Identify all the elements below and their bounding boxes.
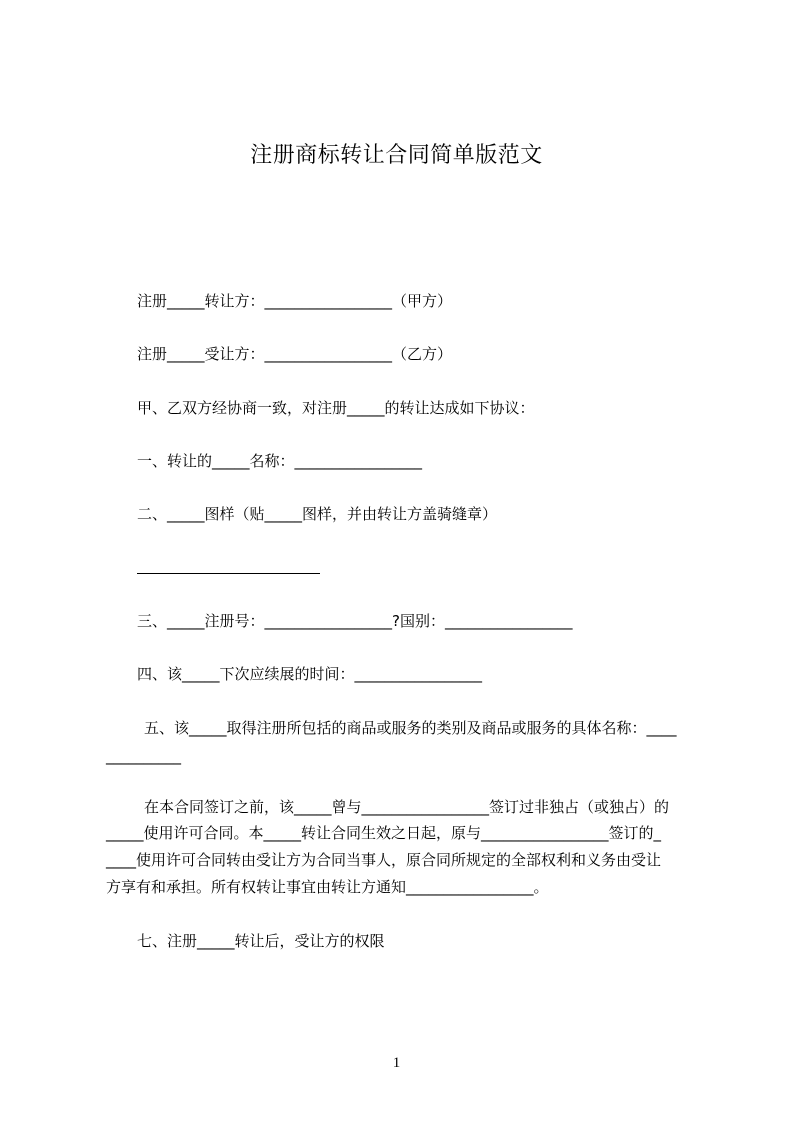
transferor-line: 注册_____转让方：_________________（甲方） (137, 292, 453, 310)
clause-7-rights: 七、注册_____转让后，受让方的权限 (137, 932, 385, 950)
clause-6-line-4: 方享有和承担。所有权转让事宜由转让方通知_________________。 (106, 878, 549, 896)
clause-5-goods-continued: __________ (106, 747, 181, 765)
clause-3-registration: 三、_____注册号：_________________?国别：_________________ (137, 612, 573, 630)
transferee-line: 注册_____受让方：_________________（乙方） (137, 345, 453, 363)
clause-6-line-2: _____使用许可合同。本_____转让合同生效之日起，原与_________________签订的_ (106, 824, 662, 842)
agreement-intro: 甲、乙双方经协商一致，对注册_____的转让达成如下协议： (137, 399, 535, 417)
clause-6-line-1: 在本合同签订之前，该_____曾与_________________签订过非独占（或独占）的 (144, 798, 670, 816)
clause-2-pattern: 二、_____图样（贴_____图样，并由转让方盖骑缝章） (137, 505, 498, 523)
clause-5-goods: 五、该_____取得注册所包括的商品或服务的类别及商品或服务的具体名称：____ (144, 719, 677, 737)
clause-4-renewal: 四、该_____下次应续展的时间：_________________ (137, 665, 483, 683)
page-number: 1 (392, 1055, 401, 1071)
clause-1-name: 一、转让的_____名称：_________________ (137, 452, 423, 470)
clause-6-line-3: ____使用许可合同转由受让方为合同当事人，原合同所规定的全部权利和义务由受让 (106, 851, 662, 869)
document-title: 注册商标转让合同简单版范文 (250, 143, 543, 168)
blank-rule (137, 573, 320, 574)
